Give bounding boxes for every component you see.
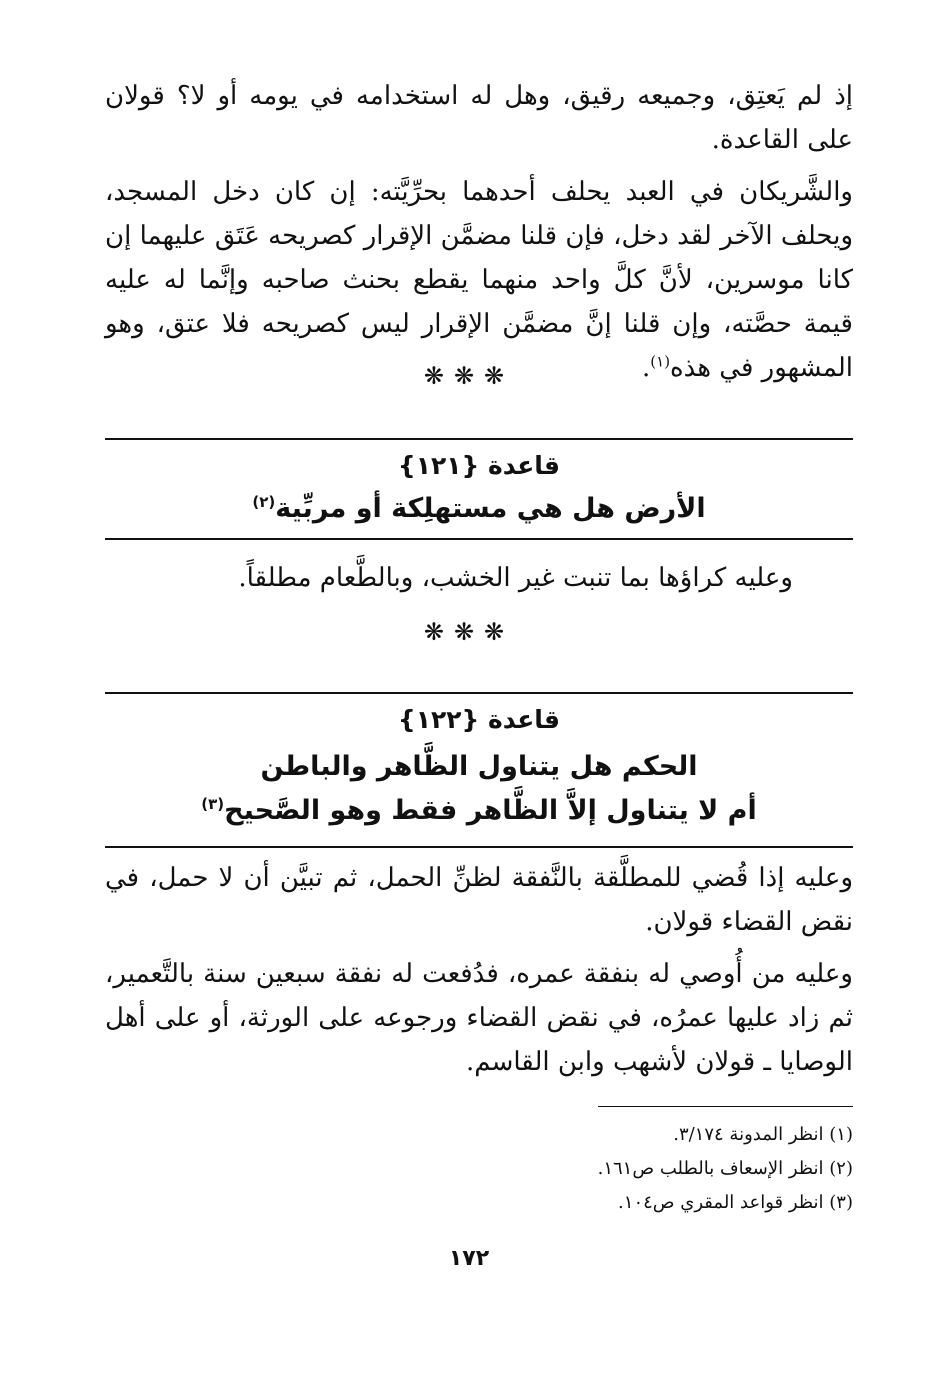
rule-122-number: قاعدة {١٢٢} — [397, 705, 561, 734]
footnote-ref-2: (٢) — [252, 493, 276, 511]
heading-rule-top — [105, 438, 853, 440]
rule-121-number: قاعدة {١٢١} — [397, 451, 561, 480]
footnote-separator — [598, 1106, 853, 1107]
rule-122-title-line2 — [105, 788, 853, 834]
page-number: ١٧٢ — [448, 1246, 490, 1271]
heading-rule-bottom — [105, 846, 853, 848]
heading-rule-top — [105, 692, 853, 694]
heading-rule-bottom — [105, 538, 853, 540]
footnote-3: (٣) انظر قواعد المقري ص١٠٤. — [618, 1192, 853, 1213]
rule-122-title-line2-text: أم لا يتناول إلاَّ الظَّاهر فقط وهو الصَّحيح — [224, 795, 757, 826]
paragraph-2-end: . — [642, 353, 651, 383]
paragraph-1: إذ لم يَعتِق، وجميعه رقيق، وهل له استخدامه في يومه أو لا؟ قولان على القاعدة. — [105, 81, 853, 155]
rule-121-title-text: الأرض هل هي مستهلِكة أو مربِّية — [275, 493, 706, 524]
rule-122-title-line1: الحكم هل يتناول الظَّاهر والباطن — [260, 751, 698, 782]
footnote-1: (١) انظر المدونة ٣/١٧٤. — [673, 1124, 853, 1145]
paragraph-3: وعليه كراؤها بما تنبت غير الخشب، وبالطَّعام مطلقاً. — [238, 563, 793, 593]
paragraph-2 — [105, 170, 853, 390]
paragraph-4: وعليه إذا قُضي للمطلَّقة بالنَّفقة لظنِّ الحمل، ثم تبيَّن أن لا حمل، في نقض القضاء قولان. — [105, 863, 853, 937]
paragraph-5: وعليه من أُوصي له بنفقة عمره، فدُفعت له نفقة سبعين سنة بالتَّعمير، ثم زاد عليها عمرُه، في نقض القضاء ورجوعه على الورثة، أو على أهل الوصايا ـ قولان لأشهب وابن القاسم. — [105, 959, 853, 1077]
section-separator: ❋❋❋ — [423, 618, 515, 646]
paragraph-2-text: والشَّريكان في العبد يحلف أحدهما بحرِّيَّته: إن كان دخل المسجد، ويحلف الآخر لقد دخل، فإن قلنا مضمَّن الإقرار كصريحه عَتَق عليهما إن كانا موسرين، لأنَّ كلَّ واحد منهما يقطع بحنث صاحبه وإنَّما له عليه قيمة حصَّته، وإن قلنا إنَّ مضمَّن الإقرار ليس كصريحه فلا عتق، وهو المشهور في هذه — [105, 177, 853, 383]
footnote-ref-1: (١) — [650, 352, 671, 371]
footnote-ref-3: (٣) — [201, 795, 225, 813]
rule-121-title — [105, 486, 853, 532]
footnote-2: (٢) انظر الإسعاف بالطلب ص١٦١. — [597, 1158, 853, 1179]
section-separator: ❋❋❋ — [423, 362, 515, 390]
